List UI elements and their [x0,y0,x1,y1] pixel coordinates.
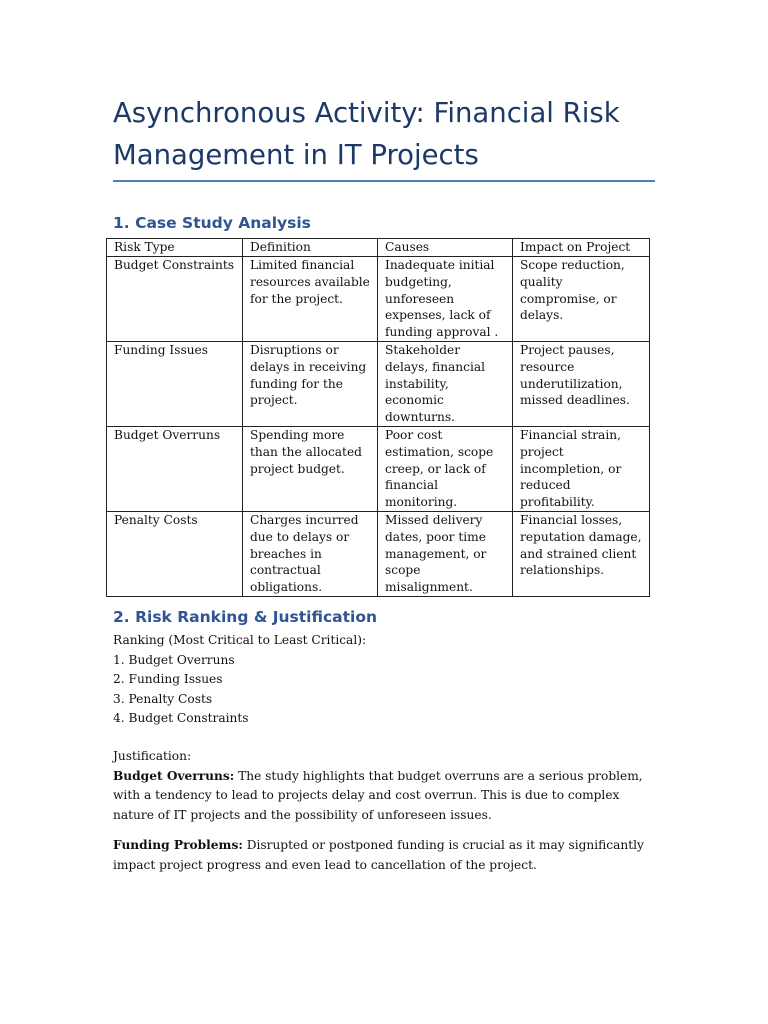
table-cell: Project pauses, resource underutilization, missed deadlines. [513,342,650,427]
table-header-cell: Risk Type [107,239,243,257]
justification-term: Funding Problems: [113,838,243,852]
table-cell: Limited financial resources available for the project. [243,257,378,342]
table-cell: Stakeholder delays, financial instability, economic downturns. [378,342,513,427]
justification-paragraph [113,767,658,826]
ranking-list [113,631,673,729]
table-row [107,511,650,596]
title-underline [113,180,655,182]
justification-text: The study highlights that budget overruns are a serious problem, with a tendency to lead to projects delay and cost overrun. This is due to complex nature of IT projects and the possibility of unforeseen issues. [113,768,643,822]
table-cell: Missed delivery dates, poor time management, or scope misalignment. [378,511,513,596]
ranking-item: 3. Penalty Costs [113,691,213,706]
ranking-intro: Ranking (Most Critical to Least Critical): [113,633,367,647]
table-cell: Financial strain, project incompletion, or reduced profitability. [513,426,650,511]
document-title: Asynchronous Activity: Financial Risk Management in IT Projects [113,97,620,171]
table-row [107,426,650,511]
table-cell: Poor cost estimation, scope creep, or lack of financial monitoring. [378,426,513,511]
justification-paragraph [113,836,658,875]
table-cell: Disruptions or delays in receiving funding for the project. [243,342,378,427]
table-cell: Financial losses, reputation damage, and strained client relationships. [513,511,650,596]
justification-term: Budget Overruns: [113,768,235,783]
table-cell: Penalty Costs [107,511,243,596]
table-cell: Charges incurred due to delays or breaches in contractual obligations. [243,511,378,596]
table-header-cell: Impact on Project [513,239,650,257]
table-cell: Inadequate initial budgeting, unforeseen expenses, lack of funding approval . [378,257,513,342]
justification-text: Disrupted or postponed funding is crucial as it may significantly impact project progress and even lead to cancellation of the project. [113,838,644,872]
table-cell: Budget Overruns [107,426,243,511]
table-cell: Funding Issues [107,342,243,427]
section-heading-case-study: 1. Case Study Analysis [113,214,311,232]
ranking-item: 2. Funding Issues [113,672,223,686]
section-heading-ranking: 2. Risk Ranking & Justification [113,608,378,626]
table-header-cell: Definition [243,239,378,257]
table-row [107,342,650,427]
justification-label: Justification: [113,749,192,763]
table-cell: Budget Constraints [107,257,243,342]
ranking-item: 1. Budget Overruns [113,652,235,667]
table-row [107,257,650,342]
justification-block [113,747,658,875]
table-header-row [107,239,650,257]
table-header-cell: Causes [378,239,513,257]
table-cell: Spending more than the allocated project budget. [243,426,378,511]
table-cell: Scope reduction, quality compromise, or delays. [513,257,650,342]
risk-table [106,238,650,597]
ranking-item: 4. Budget Constraints [113,711,249,725]
